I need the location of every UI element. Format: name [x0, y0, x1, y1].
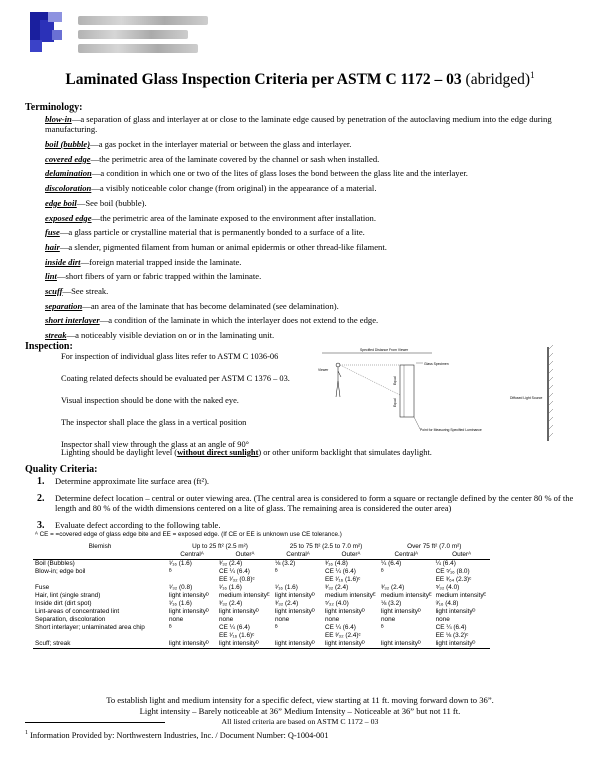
table-cell: ³⁄₃₂ (2.4) [219, 560, 243, 567]
table-cell: light intensityᴰ [275, 640, 315, 647]
table-group-header: Up to 25 ft² (2.5 m²) [192, 543, 248, 550]
table-cell: EE ³⁄₆₄ (2.3)ᶜ [435, 576, 472, 583]
table-cell: ᴮ [381, 568, 384, 575]
company-logo [30, 12, 70, 52]
term-definition [45, 286, 570, 296]
term-definition [45, 330, 570, 340]
diagram-label-point: Point for Measuring Specified Luminance [420, 428, 482, 432]
table-cell: ᴮ [169, 568, 172, 575]
diagram-label-equal: Equal [393, 376, 397, 385]
term-name: exposed edge [45, 212, 92, 223]
table-cell: light intensityᴰ [169, 592, 209, 599]
term-description: —the perimetric area of the laminate exposed to the environment after installation. [91, 212, 376, 223]
table-cell-blemish: Blow-in; edge boil [35, 568, 86, 575]
table-cell: ᴮ [275, 624, 278, 631]
term-name: separation [45, 300, 83, 311]
table-cell: none [219, 616, 234, 623]
terminology-heading: Terminology: [25, 102, 83, 113]
glass-specimen [400, 365, 414, 417]
table-cell: CE ⁵⁄₁₆ (8.0) [435, 568, 470, 575]
blurred-company-name [78, 16, 208, 25]
table-cell: light intensityᴰ [435, 640, 476, 647]
table-cell: CE ¼ (6.4) [325, 624, 356, 631]
inspection-diagram [312, 343, 572, 443]
term-definition [45, 114, 570, 135]
table-cell [273, 576, 323, 584]
term-definition [45, 257, 570, 267]
table-cell-blemish: Boil (Bubbles) [35, 560, 75, 567]
table-cell: CE ¼ (6.4) [219, 568, 250, 575]
term-name: scuff [45, 286, 63, 297]
table-cell: EE ³⁄₃₂ (2.4)ᶜ [325, 632, 361, 639]
term-definition [45, 227, 570, 237]
table-cell [273, 632, 323, 640]
diagram-label-light: Diffused Light Source [510, 396, 543, 400]
table-subheader: Outerᴬ [235, 551, 255, 558]
inspection-line: The inspector shall place the glass in a vertical position [61, 418, 247, 427]
term-definition [45, 154, 570, 164]
table-group-header: 25 to 75 ft² (2.5 to 7.0 m²) [289, 543, 363, 550]
terminology-list [45, 114, 570, 345]
table-cell: medium intensityᴱ [435, 592, 487, 599]
term-description: —short fibers of yarn or fabric trapped within the laminate. [56, 271, 262, 282]
table-cell: light intensityᴰ [169, 640, 209, 647]
table-cell: light intensityᴰ [325, 640, 365, 647]
table-cell-blemish: Lint-areas of concentrated lint [35, 608, 120, 615]
viewer-figure [336, 363, 341, 397]
term-description: —a gas pocket in the interlayer material or between the glass and interlayer. [90, 139, 352, 150]
table-cell: light intensityᴰ [219, 608, 259, 615]
table-cell: ᴮ [275, 568, 278, 575]
table-subheader: Centralᴬ [394, 551, 419, 558]
table-row [33, 632, 490, 640]
term-description: —a visibly noticeable color change (from original) in the appearance of a material. [91, 183, 377, 194]
table-cell: ¹⁄₁₆ (1.6) [275, 584, 298, 591]
table-cell: ⅛ (3.2) [275, 560, 296, 567]
table-cell-blemish: Separation, discoloration [35, 616, 106, 623]
term-description: —a separation of glass and interlayer at or close to the laminate edge caused by penetration of the autoclaving medium into the edge during manufacturing. [45, 114, 552, 135]
table-row [33, 576, 490, 584]
table-cell: EE ¹⁄₃₂ (0.8)ᶜ [219, 576, 255, 583]
table-subheader: Centralᴬ [180, 551, 204, 558]
term-description: —a noticeably visible deviation on or in the laminating unit. [66, 330, 275, 341]
inspection-heading: Inspection: [25, 341, 73, 352]
criteria-table [33, 543, 490, 649]
term-description: —a slender, pigmented filament from human or animal epidermis or other thread-like filament. [59, 241, 387, 252]
inspection-line: Inspector shall view through the glass at an angle of 90° [61, 440, 250, 449]
table-cell-blemish [33, 632, 167, 640]
diagram-label-viewer: Viewer [318, 368, 329, 372]
term-name: delamination [45, 168, 92, 179]
table-cell: medium intensityᴱ [219, 592, 270, 599]
term-name: boil (bubble) [45, 139, 91, 150]
table-cell [379, 576, 434, 584]
table-cell: light intensityᴰ [169, 608, 209, 615]
table-cell: ¹⁄₁₆ (1.6) [169, 560, 192, 567]
inspection-line: Visual inspection should be done with the naked eye. [61, 396, 239, 405]
table-cell: ¼ (6.4) [381, 560, 402, 567]
table-row [33, 592, 490, 600]
term-name: fuse [45, 227, 60, 238]
inspection-list [61, 352, 311, 462]
table-cell: ³⁄₁₆ (4.8) [435, 600, 459, 607]
diagram-label-equal: Equal [393, 398, 397, 407]
term-definition [45, 315, 570, 325]
term-name: covered edge [45, 153, 91, 164]
term-name: streak [45, 330, 67, 341]
footnote: $^1$ Information Provided by: Northwestern Industries, Inc. / Document Number: Q-1004-001 [25, 730, 329, 740]
table-cell [167, 632, 217, 640]
table-subheader: Centralᴬ [286, 551, 310, 558]
table-cell: ⁵⁄₃₂ (4.0) [325, 600, 349, 607]
criteria-basis: All listed criteria are based on ASTM C 1172 – 03 [221, 717, 379, 726]
table-cell: EE ¹⁄₁₆ (1.6)ᶜ [325, 576, 361, 583]
table-row [33, 600, 490, 608]
blurred-company-address [78, 30, 188, 39]
table-row [33, 624, 490, 632]
table-cell: none [169, 616, 184, 623]
page-title: Laminated Glass Inspection Criteria per ASTM C 1172 – 03 (abridged)$^1$ [65, 70, 535, 89]
table-cell [379, 632, 434, 640]
table-cell: light intensityᴰ [381, 608, 421, 615]
table-subheader: Outerᴬ [452, 551, 472, 558]
table-cell: ¼ (6.4) [435, 560, 456, 567]
table-note: ᴬ CE = =covered edge of glass edge bite and EE = exposed edge. (If CE or EE is unknown use CE tolerance.) [35, 531, 342, 538]
table-cell: CE ¼ (6.4) [325, 568, 356, 575]
diagram-label-specimen: Glass Specimen [424, 362, 449, 366]
table-cell: ³⁄₃₂ (2.4) [325, 584, 349, 591]
table-cell-blemish: Scuff; streak [35, 640, 71, 647]
term-definition [45, 271, 570, 281]
table-cell: ³⁄₃₂ (2.4) [381, 584, 405, 591]
term-description: —See boil (bubble). [76, 197, 147, 208]
footnote-divider [25, 722, 165, 723]
term-name: lint [45, 271, 57, 282]
table-header-blemish: Blemish [88, 543, 112, 550]
table-cell: light intensityᴰ [219, 640, 259, 647]
table-cell: EE ⅛ (3.2)ᶜ [435, 632, 469, 639]
table-cell: light intensityᴰ [435, 608, 476, 615]
term-name: inside dirt [45, 256, 81, 267]
inspection-line: Coating related defects should be evaluated per ASTM C 1376 – 03. [61, 374, 290, 383]
table-cell: light intensityᴰ [325, 608, 365, 615]
table-cell: none [435, 616, 450, 623]
table-cell-blemish: Hair, lint (single strand) [35, 592, 101, 599]
table-cell: medium intensityᴱ [381, 592, 432, 599]
term-definition [45, 139, 570, 149]
table-cell: medium intensityᴱ [325, 592, 376, 599]
term-name: hair [45, 241, 60, 252]
table-cell: light intensityᴰ [275, 592, 315, 599]
table-cell: ³⁄₃₂ (2.4) [219, 600, 243, 607]
quality-heading: Quality Criteria: [25, 464, 98, 475]
table-cell: CE ¼ (6.4) [219, 624, 250, 631]
table-cell-blemish: Fuse [35, 584, 50, 591]
table-cell: none [325, 616, 340, 623]
table-cell-blemish [33, 576, 167, 584]
table-row [33, 616, 490, 624]
table-row [33, 640, 490, 649]
table-row [33, 584, 490, 592]
term-definition [45, 183, 570, 193]
table-cell: ⁵⁄₃₂ (4.0) [435, 584, 460, 591]
term-description: —foreign material trapped inside the laminate. [80, 256, 242, 267]
daylight-line: Lighting should be daylight level (without direct sunlight) or other uniform backlight that simulates daylight. [61, 448, 432, 457]
table-cell: CE ¼ (6.4) [435, 624, 467, 631]
term-definition [45, 198, 570, 208]
term-name: blow-in [45, 114, 72, 124]
term-definition [45, 168, 570, 178]
term-definition [45, 213, 570, 223]
table-cell: none [381, 616, 396, 623]
intensity-instructions: To establish light and medium intensity for a specific defect, view starting at 11 ft. moving forward down to 36”. [106, 695, 494, 705]
term-description: —a condition in which one or two of the lites of glass loses the bond between the glass lite and the interlayer. [91, 168, 468, 179]
inspection-line: For inspection of individual glass lites refer to ASTM C 1036-06 [61, 352, 279, 361]
term-definition [45, 242, 570, 252]
table-row [33, 568, 490, 576]
table-cell: ¹⁄₃₂ (0.8) [169, 584, 193, 591]
table-subheader: Outerᴬ [341, 551, 361, 558]
term-description: —an area of the laminate that has become delaminated (see delamination). [82, 300, 339, 311]
term-name: short interlayer [45, 315, 100, 326]
term-definition [45, 301, 570, 311]
term-name: edge boil [45, 197, 77, 208]
term-name: discoloration [45, 183, 92, 194]
table-cell: none [275, 616, 290, 623]
table-cell-blemish: Short interlayer; unlaminated area chip [35, 624, 145, 631]
term-description: —a condition of the laminate in which the interlayer does not extend to the edge. [99, 315, 379, 326]
diagram-label-distance: Specified Distance From Viewer [360, 348, 409, 352]
table-group-header: Over 75 ft² (7.0 m²) [407, 543, 462, 550]
table-cell-blemish: Inside dirt (dirt spot) [35, 600, 92, 607]
table-cell: ³⁄₁₆ (4.8) [325, 560, 348, 567]
term-description: —the perimetric area of the laminate covered by the channel or sash when installed. [90, 153, 380, 164]
term-description: —a glass particle or crystalline material that is permanently bonded to a surface of a lite. [59, 227, 365, 238]
table-cell: ⅛ (3.2) [381, 600, 402, 607]
table-cell [167, 576, 217, 584]
term-description: —See streak. [62, 286, 109, 297]
table-cell: ¹⁄₁₆ (1.6) [219, 584, 242, 591]
table-cell: ᴮ [169, 624, 172, 631]
intensity-definitions: Light intensity – Barely noticeable at 36” Medium Intensity – Noticeable at 36” but not 11 ft. [139, 706, 461, 716]
table-cell: EE ¹⁄₁₆ (1.6)ᶜ [219, 632, 255, 639]
table-cell: light intensityᴰ [381, 640, 421, 647]
table-cell: ¹⁄₁₆ (1.6) [169, 600, 192, 607]
table-row [33, 608, 490, 616]
light-source-hatch [549, 345, 553, 437]
table-cell: light intensityᴰ [275, 608, 315, 615]
table-row [33, 560, 490, 569]
blurred-company-contact [78, 44, 198, 53]
table-cell: ³⁄₃₂ (2.4) [275, 600, 299, 607]
table-cell: ᴮ [381, 624, 384, 631]
